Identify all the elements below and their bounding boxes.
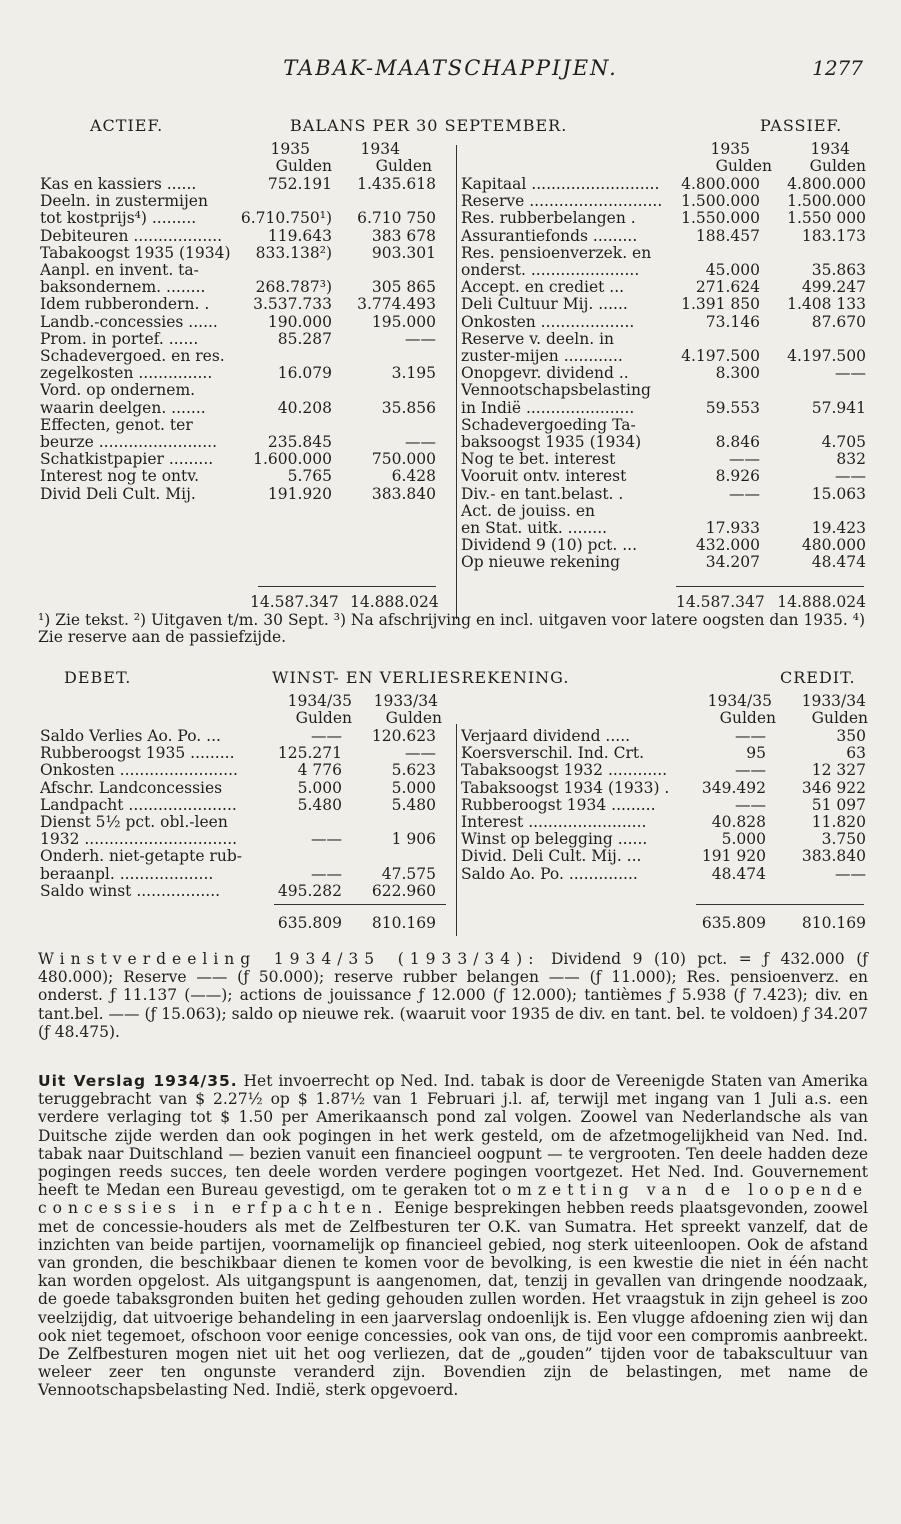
row-label: Tabaksoogst 1934 (1933) . [461, 778, 670, 797]
table-row [461, 865, 866, 883]
row-value: 5.480 [391, 795, 436, 814]
row-label: 1932 ............................... [40, 830, 238, 849]
row-label: Schadevergoed. en res. [40, 347, 225, 365]
row-label: Act. de jouiss. en [461, 501, 595, 520]
table-row [461, 553, 866, 571]
row-label: Afschr. Landconcessies [40, 778, 223, 797]
table-row [40, 485, 450, 503]
table-row [461, 433, 866, 451]
actief-heading: ACTIEF. [90, 116, 164, 135]
row-label: Kapitaal .......................... [461, 175, 660, 193]
table-row [461, 727, 866, 745]
row-label: Onopgevr. dividend .. [461, 364, 629, 383]
table-row [461, 278, 866, 296]
row-label: beurze ........................ [40, 433, 218, 451]
row-value: 3.195 [391, 364, 436, 383]
table-row [461, 192, 866, 210]
verslag-spaced-text: omzetting van de loopende concessies in erfpachten. [38, 1181, 868, 1218]
row-label: Rubberoogst 1934 ......... [461, 795, 656, 814]
balance-year-header [0, 140, 901, 158]
row-value: —— [835, 364, 866, 383]
row-value: 8.300 [715, 364, 760, 383]
table-row [40, 467, 450, 485]
row-label: zuster-mijen ............ [461, 347, 623, 365]
unit-col: Gulden [715, 157, 772, 175]
table-row [461, 295, 866, 313]
row-label: Schadevergoeding Ta- [461, 415, 636, 434]
table-row [40, 330, 450, 348]
total-value: 635.809 [277, 914, 342, 932]
table-row [40, 175, 450, 193]
row-value: 95 [746, 744, 766, 763]
verslag-lead: Uit Verslag 1934/35. [38, 1072, 238, 1090]
total-value: 810.169 [371, 914, 436, 932]
row-label: baksondernem. ........ [40, 278, 206, 297]
row-value: 125.271 [277, 744, 342, 763]
year-col: 1934/35 [707, 692, 772, 710]
row-label: Dienst 5½ pct. obl.-leen [40, 813, 228, 831]
row-value: 903.301 [371, 243, 436, 262]
row-value: 191 920 [701, 847, 766, 866]
row-label: Reserve ........................... [461, 192, 663, 211]
unit-col: Gulden [811, 709, 868, 727]
row-value: 271.624 [695, 278, 760, 297]
total-value: 14.587.347 [250, 593, 339, 611]
table-row [40, 192, 450, 210]
row-label: Verjaard dividend ..... [461, 727, 631, 745]
row-value: 1.408 133 [787, 295, 866, 314]
row-value: 188.457 [695, 226, 760, 245]
row-label: Nog te bet. interest [461, 450, 616, 469]
row-value: 11.820 [811, 813, 866, 831]
row-value: 191.920 [267, 484, 332, 503]
table-row [40, 830, 450, 848]
row-value: 5.623 [391, 761, 436, 780]
row-label: Effecten, genot. ter [40, 415, 193, 434]
table-row [461, 467, 866, 485]
total-rule-left [258, 586, 436, 587]
row-value: 383.840 [371, 484, 436, 503]
running-title: TABAK-MAATSCHAPPIJEN. [283, 56, 618, 80]
row-value: 57.941 [811, 398, 866, 417]
row-label: Tabaksoogst 1932 ............ [461, 761, 668, 780]
verslag-paragraph [38, 1072, 868, 1400]
row-value: 495.282 [277, 881, 342, 900]
row-value: 35.863 [811, 261, 866, 279]
row-value: 1.500.000 [787, 192, 866, 211]
row-value: 48.474 [711, 864, 766, 883]
row-label: Divid. Deli Cult. Mij. ... [461, 847, 642, 866]
verslag-text-2: Eenige besprekingen hebben reeds plaatsgevonden, zoowel met de concessie-houders als met de Zelfbesturen ter O.K. van Sumatra. Het spreekt vanzelf, dat de inzichten van beide partijen, voornamelijk op financieel gebied, nog sterk uiteenloopen. Ook de afstand van gronden, die beschikbaar dienen te komen voor de bevolking, is een kwestie die niet in één nacht kan worden opgelost. Als uitgangspunt is aangenomen, dat, tenzij in gevallen van dringende noodzaak, de goede tabaksgronden buiten het geding gehouden zullen worden. Het vraagstuk in zijn geheel is zoo veelzijdig, dat uitvoerige behandeling in een jaarverslag ondoenlijk is. Een vlugge afdoening zien wij dan ook niet tegemoet, ofschoon voor eenige concessies, ook van ons, de tijd voor een compromis aanbreekt. De Zelfbesturen mogen niet uit het oog verliezen, dat de „gouden” tijden voor de tabakscultuur van weleer zeer ten ongunste veranderd zijn. Bovendien zijn de belastingen, met name de Vennootschapsbelasting Ned. Indië, sterk opgevoerd. [38, 1199, 868, 1400]
row-label: Deeln. in zustermijen [40, 192, 208, 211]
row-value: 85.287 [277, 329, 332, 348]
year-col: 1934/35 [287, 692, 352, 710]
row-value: 4.800.000 [681, 175, 760, 193]
balance-unit-header [0, 157, 901, 175]
row-value: 59.553 [705, 398, 760, 417]
row-label: baksoogst 1935 (1934) [461, 433, 642, 451]
row-label: waarin deelgen. ....... [40, 398, 206, 417]
table-row [461, 519, 866, 537]
winstverdeeling-text: Dividend 9 (10) pct. = ƒ 432.000 (ƒ 480.000); Reserve —— (ƒ 50.000); reserve rubber belangen —— (ƒ 11.000); Res. pensioenverz. en onderst. ƒ 11.137 (——); actions de jouissance ƒ 12.000 (ƒ 12.000); tantièmes ƒ 5.938 (ƒ 7.423); div. en tant.bel. —— (ƒ 15.063); saldo op nieuwe rek. (waaruit voor 1935 de div. en tant. bel. te voldoen) ƒ 34.207 (ƒ 48.475). [38, 950, 868, 1041]
table-row [461, 813, 866, 831]
table-row [461, 796, 866, 814]
row-value: 15.063 [811, 484, 866, 503]
row-label: Prom. in portef. ...... [40, 329, 199, 348]
row-value: 5.480 [297, 795, 342, 814]
row-value: 45.000 [705, 261, 760, 279]
verslag-text-1: Het invoerrecht op Ned. Ind. tabak is door de Vereenigde Staten van Amerika teruggebracht van $ 2.27½ op $ 1.87½ van 1 Februari j.l. af, terwijl met ingang van 1 Juli a.s. een verdere verlaging tot $ 1.50 per Amerikaansch pond zal volgen. Zoowel van Nederlandsche als van Duitsche zijde werden dan ook pogingen in het werk gesteld, om de afzetmogelijkheid van Ned. Ind. tabak naar Duitschland — bezien vanuit een financieel oogpunt — te vergrooten. Ten deele hadden deze pogingen reeds succes, ten deele worden verdere pogingen voortgezet. Het Ned. Ind. Gouvernement heeft te Medan een Bureau gevestigd, om te geraken tot [38, 1072, 868, 1200]
row-label: Vord. op ondernem. [40, 381, 196, 400]
row-label: Kas en kassiers ...... [40, 175, 197, 193]
row-value: 3.774.493 [357, 295, 436, 314]
table-row [40, 347, 450, 365]
pl-totals [0, 914, 901, 932]
total-rule-left [274, 904, 446, 905]
debet-heading: DEBET. [64, 668, 132, 687]
row-label: Debiteuren .................. [40, 226, 223, 245]
table-row [461, 227, 866, 245]
table-row [40, 727, 450, 745]
row-label: Tabakoogst 1935 (1934) [40, 243, 231, 262]
row-label: tot kostprijs⁴) ......... [40, 209, 197, 228]
row-value: —— [311, 864, 342, 883]
row-value: 1.550.000 [681, 209, 760, 228]
row-value: 346 922 [801, 778, 866, 797]
passief-heading: PASSIEF. [760, 116, 843, 135]
row-value: 480.000 [801, 536, 866, 555]
row-value: 5.765 [287, 467, 332, 486]
table-row [461, 761, 866, 779]
row-label: beraanpl. ................... [40, 864, 214, 883]
table-row [40, 244, 450, 262]
row-label: Aanpl. en invent. ta- [40, 261, 199, 279]
table-row [40, 399, 450, 417]
table-row [461, 209, 866, 227]
row-value: 1 906 [391, 830, 436, 849]
row-value: 4 776 [297, 761, 342, 780]
table-row [40, 433, 450, 451]
year-col: 1933/34 [373, 692, 438, 710]
row-value: 119.643 [267, 226, 332, 245]
row-label: in Indië ...................... [461, 398, 635, 417]
row-value: —— [729, 484, 760, 503]
unit-col: Gulden [385, 709, 442, 727]
row-value: 499.247 [801, 278, 866, 297]
row-value: —— [735, 727, 766, 745]
pl-year-header [0, 692, 901, 710]
row-value: 5.000 [721, 830, 766, 849]
row-value: 63 [846, 744, 866, 763]
row-value: 4.197.500 [787, 347, 866, 365]
row-label: zegelkosten ............... [40, 364, 213, 383]
table-row [40, 278, 450, 296]
table-row [40, 761, 450, 779]
row-value: 383.840 [801, 847, 866, 866]
row-value: 48.474 [811, 553, 866, 572]
row-label: Reserve v. deeln. in [461, 329, 615, 348]
table-row [40, 744, 450, 762]
row-value: 4.197.500 [681, 347, 760, 365]
row-value: —— [835, 864, 866, 883]
row-value: 16.079 [277, 364, 332, 383]
row-label: Res. rubberbelangen . [461, 209, 636, 228]
table-row [40, 847, 450, 865]
row-value: 832 [836, 450, 866, 469]
row-value: 17.933 [705, 519, 760, 537]
table-row [461, 830, 866, 848]
row-label: Op nieuwe rekening [461, 553, 621, 572]
row-label: Onderh. niet-getapte rub- [40, 847, 242, 866]
year-col: 1933/34 [801, 692, 866, 710]
row-label: Koersverschil. Ind. Crt. [461, 744, 645, 763]
table-row [461, 330, 866, 348]
page-header [0, 56, 901, 86]
unit-col: Gulden [295, 709, 352, 727]
row-value: —— [311, 830, 342, 849]
row-value: 833.138²) [255, 243, 332, 262]
year-col: 1935 [270, 140, 310, 158]
row-value: 6.710 750 [357, 209, 436, 228]
balance-divider [456, 145, 457, 619]
row-value: 47.575 [381, 864, 436, 883]
row-value: 268.787³) [255, 278, 332, 297]
row-value: 19.423 [811, 519, 866, 537]
row-value: 3.750 [821, 830, 866, 849]
row-value: 432.000 [695, 536, 760, 555]
table-row [461, 744, 866, 762]
table-row [40, 813, 450, 831]
row-value: 40.828 [711, 813, 766, 831]
row-value: 34.207 [705, 553, 760, 572]
row-value: —— [405, 433, 436, 451]
row-label: Assurantiefonds ......... [461, 226, 638, 245]
row-label: Res. pensioenverzek. en [461, 243, 652, 262]
row-label: Vennootschapsbelasting [461, 381, 651, 400]
row-value: —— [405, 744, 436, 763]
balance-footnote: ¹) Zie tekst. ²) Uitgaven t/m. 30 Sept. ³) Na afschrijving en incl. uitgaven voor latere oogsten dan 1935. ⁴) Zie reserve aan de passiefzijde. [38, 611, 866, 646]
row-value: 235.845 [267, 433, 332, 451]
table-row [461, 502, 866, 520]
row-label: Divid Deli Cult. Mij. [40, 484, 196, 503]
row-label: Interest ........................ [461, 813, 647, 831]
total-rule-right [676, 586, 864, 587]
row-label: Landpacht ...................... [40, 795, 237, 814]
row-value: 73.146 [705, 312, 760, 331]
table-row [40, 227, 450, 245]
pl-unit-header [0, 709, 901, 727]
row-value: 5.000 [391, 778, 436, 797]
row-value: 12 327 [811, 761, 866, 780]
row-label: onderst. ...................... [461, 261, 640, 279]
row-value: 120.623 [371, 727, 436, 745]
row-value: 183.173 [801, 226, 866, 245]
table-row [461, 416, 866, 434]
row-value: 350 [836, 727, 866, 745]
unit-col: Gulden [719, 709, 776, 727]
table-row [461, 847, 866, 865]
table-row [40, 779, 450, 797]
row-value: 752.191 [267, 175, 332, 193]
row-value: 1.435.618 [357, 175, 436, 193]
row-label: Rubberoogst 1935 ......... [40, 744, 235, 763]
row-value: —— [405, 329, 436, 348]
table-row [40, 450, 450, 468]
total-value: 14.587.347 [676, 593, 765, 611]
row-value: 1.391 850 [681, 295, 760, 314]
row-value: 35.856 [381, 398, 436, 417]
total-value: 810.169 [801, 914, 866, 932]
unit-col: Gulden [275, 157, 332, 175]
row-value: 750.000 [371, 450, 436, 469]
pl-divider [456, 724, 457, 936]
row-value: —— [311, 727, 342, 745]
row-value: 3.537.733 [253, 295, 332, 314]
table-row [40, 261, 450, 279]
row-value: 349.492 [701, 778, 766, 797]
row-value: 6.428 [391, 467, 436, 486]
row-value: 195.000 [371, 312, 436, 331]
year-col: 1934 [360, 140, 400, 158]
row-label: en Stat. uitk. ........ [461, 519, 608, 537]
winstverdeeling-lead: Winstverdeeling 1934/35 (1933/34): [38, 950, 540, 968]
table-row [461, 364, 866, 382]
table-row [461, 536, 866, 554]
table-row [461, 261, 866, 279]
total-value: 14.888.024 [350, 593, 439, 611]
row-value: —— [735, 761, 766, 780]
row-value: 51 097 [811, 795, 866, 814]
row-value: 190.000 [267, 312, 332, 331]
winstverdeeling-paragraph [38, 950, 868, 1041]
table-row [461, 450, 866, 468]
row-value: —— [835, 467, 866, 486]
table-row [461, 779, 866, 797]
table-row [461, 313, 866, 331]
row-value: 622.960 [371, 881, 436, 900]
table-row [40, 295, 450, 313]
year-col: 1934 [810, 140, 850, 158]
row-value: 383 678 [371, 226, 436, 245]
unit-col: Gulden [809, 157, 866, 175]
table-row [461, 381, 866, 399]
row-label: Interest nog te ontv. [40, 467, 200, 486]
pl-heading: WINST- EN VERLIESREKENING. [272, 668, 570, 687]
row-label: Onkosten ................... [461, 312, 635, 331]
row-label: Deli Cultuur Mij. ...... [461, 295, 628, 314]
row-label: Onkosten ........................ [40, 761, 238, 780]
table-row [461, 347, 866, 365]
row-value: 87.670 [811, 312, 866, 331]
row-value: 8.926 [715, 467, 760, 486]
row-label: Winst op belegging ...... [461, 830, 648, 849]
credit-heading: CREDIT. [780, 668, 856, 687]
row-value: 1.550 000 [787, 209, 866, 228]
table-row [461, 175, 866, 193]
row-value: 5.000 [297, 778, 342, 797]
table-row [461, 485, 866, 503]
row-label: Schatkistpapier ......... [40, 450, 214, 469]
row-value: 1.600.000 [253, 450, 332, 469]
row-label: Vooruit ontv. interest [461, 467, 627, 486]
balance-totals [0, 593, 901, 611]
row-label: Saldo winst ................. [40, 881, 221, 900]
table-row [461, 244, 866, 262]
table-row [40, 865, 450, 883]
row-label: Idem rubberondern. . [40, 295, 210, 314]
row-label: Div.- en tant.belast. . [461, 484, 624, 503]
table-row [40, 796, 450, 814]
row-value: 4.705 [821, 433, 866, 451]
table-row [40, 313, 450, 331]
row-value: 40.208 [277, 398, 332, 417]
table-row [40, 416, 450, 434]
row-value: 8.846 [715, 433, 760, 451]
row-value: —— [735, 795, 766, 814]
table-row [461, 399, 866, 417]
row-label: Saldo Verlies Ao. Po. ... [40, 727, 221, 745]
row-label: Saldo Ao. Po. .............. [461, 864, 638, 883]
row-label: Dividend 9 (10) pct. ... [461, 536, 638, 555]
total-value: 14.888.024 [777, 593, 866, 611]
balance-heading: BALANS PER 30 SEPTEMBER. [290, 116, 568, 135]
row-value: —— [729, 450, 760, 469]
table-row [40, 209, 450, 227]
table-row [40, 381, 450, 399]
table-row [40, 882, 450, 900]
table-row [40, 364, 450, 382]
unit-col: Gulden [375, 157, 432, 175]
row-value: 1.500.000 [681, 192, 760, 211]
row-label: Accept. en crediet ... [461, 278, 625, 297]
row-value: 305 865 [371, 278, 436, 297]
page-number: 1277 [812, 56, 863, 80]
total-rule-right [696, 904, 864, 905]
row-value: 4.800.000 [787, 175, 866, 193]
total-value: 635.809 [701, 914, 766, 932]
row-value: 6.710.750¹) [240, 209, 332, 228]
year-col: 1935 [710, 140, 750, 158]
row-label: Landb.-concessies ...... [40, 312, 218, 331]
